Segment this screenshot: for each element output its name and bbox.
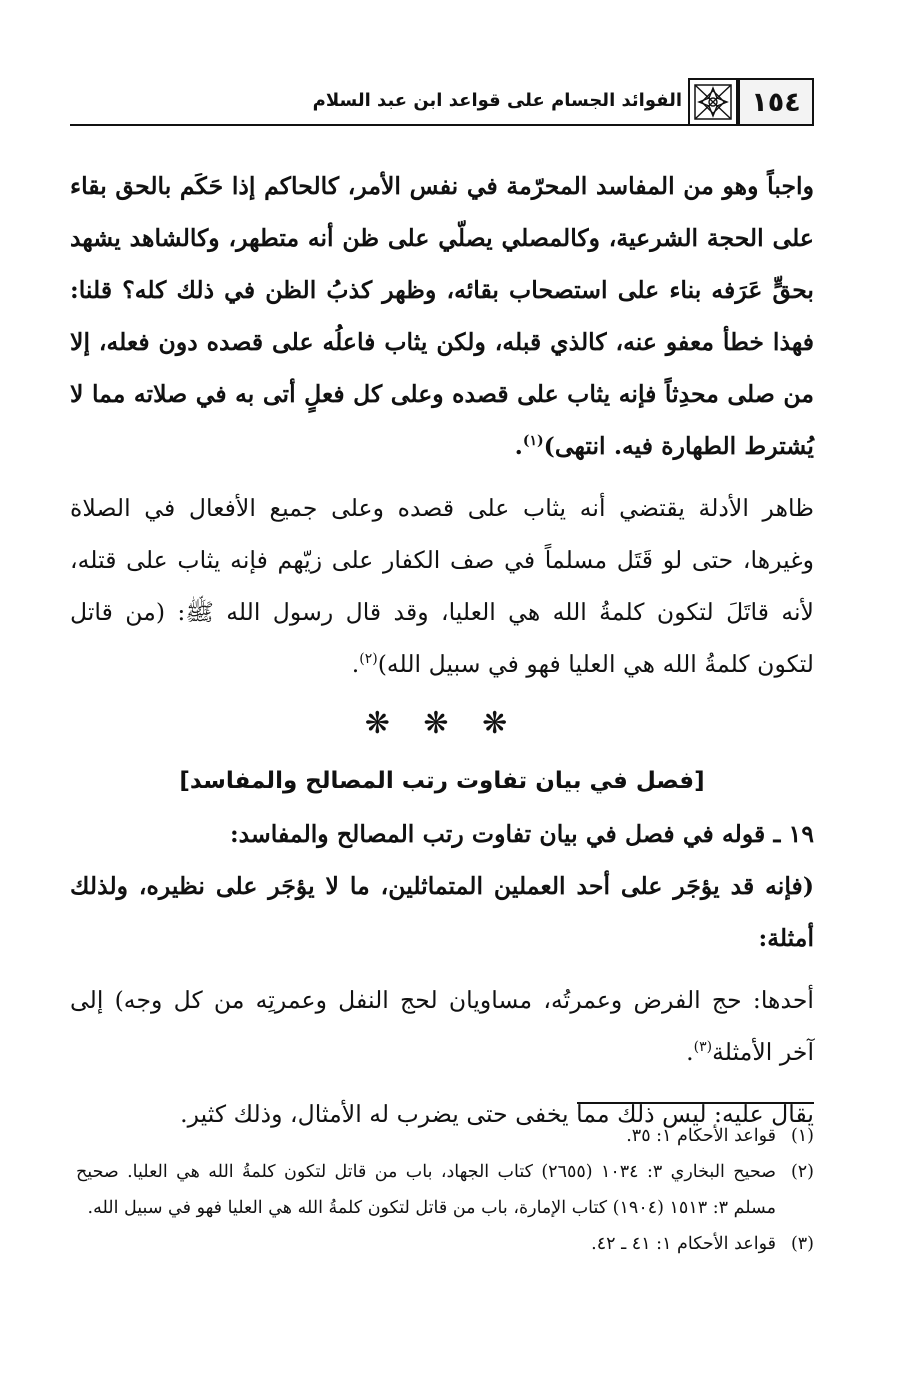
paragraph-4: (فإنه قد يؤجَر على أحد العملين المتماثلين، ما لا يؤجَر على نظيره، ولذلك أمثلة:: [70, 872, 814, 952]
paragraph-5: أحدها: حج الفرض وعمرتُه، مساويان لحج النفل وعمرتِه من كل وجه) إلى آخر الأمثلة$^{(٣)}$.: [70, 986, 814, 1066]
ornament-icon: [688, 78, 738, 126]
paragraph-3: ١٩ ـ قوله في فصل في بيان تفاوت رتب المصالح والمفاسد:: [229, 820, 814, 848]
footnote-number: (٢): [790, 1162, 814, 1182]
paragraph-2-text: ظاهر الأدلة يقتضي أنه يثاب على قصده وعلى جميع الأفعال في الصلاة وغيرها، حتى لو قَتَل مسلماً في صف الكفار على زيّهم فإنه يثاب على قتله، لأنه قاتَلَ لتكون كلمةُ الله هي العليا، وقد قال رسول الله ﷺ: (من قاتل لتكون كلمةُ الله هي العليا فهو في سبيل الله): [70, 494, 814, 678]
paragraph-5-text: أحدها: حج الفرض وعمرتُه، مساويان لحج النفل وعمرتِه من كل وجه) إلى آخر الأمثلة: [70, 986, 814, 1066]
running-title: الفوائد الجسام على قواعد ابن عبد السلام: [312, 90, 682, 111]
paragraph-2: ظاهر الأدلة يقتضي أنه يثاب على قصده وعلى جميع الأفعال في الصلاة وغيرها، حتى لو قَتَل مسلماً في صف الكفار على زيّهم فإنه يثاب على قتله، لأنه قاتَلَ لتكون كلمةُ الله هي العليا، وقد قال رسول الله ﷺ: (من قاتل لتكون كلمةُ الله هي العليا فهو في سبيل الله)$^{(٢)}$.: [70, 494, 814, 678]
footnote-text: قواعد الأحكام ١: ٣٥.: [626, 1126, 776, 1146]
page-header: [70, 78, 814, 126]
footnote-3: [76, 1226, 814, 1262]
paragraph-1: واجباً وهو من المفاسد المحرّمة في نفس الأمر، كالحاكم إذا حَكَم بالحق بقاء على الحجة الشرعية، وكالمصلي يصلّي على ظن أنه متطهر، وكالشاهد يشهد بحقٍّ عَرَفه بناء على استصحاب بقائه، وظهر كذبُ الظن في ذلك كله؟ قلنا: فهذا خطأ معفو عنه، كالذي قبله، ولكن يثاب فاعلُه على قصده دون فعله، إلا من صلى محدِثاً فإنه يثاب على قصده وعلى كل فعلٍ أتى به في صلاته مما لا يُشترط الطهارة فيه. انتهى)$^{(١)}$.: [70, 172, 814, 460]
footnote-2: [76, 1154, 814, 1226]
footnote-ref-2: (٢): [359, 651, 378, 668]
footnote-1: [76, 1118, 814, 1154]
footnotes: [76, 1118, 814, 1262]
paragraph-6: يقال عليه: ليس ذلك مما يخفى حتى يضرب له الأمثال، وذلك كثير.: [180, 1100, 814, 1128]
main-text: [70, 160, 814, 1140]
footnote-text: قواعد الأحكام ١: ٤١ ـ ٤٢.: [591, 1234, 776, 1254]
footnote-number: (١): [790, 1126, 814, 1146]
footnote-ref-3: (٣): [693, 1039, 713, 1056]
footnote-number: (٣): [790, 1234, 814, 1254]
footnote-rule: [577, 1102, 814, 1104]
footnote-text: صحيح البخاري ٣: ١٠٣٤ (٢٦٥٥) كتاب الجهاد، باب من قاتل لتكون كلمةُ الله هي العليا. صحيح مسلم ٣: ١٥١٣ (١٩٠٤) كتاب الإمارة، باب من قاتل لتكون كلمةُ الله هي العليا فهو في سبيل الله.: [76, 1162, 777, 1218]
header-rule: [70, 124, 690, 126]
section-divider-stars: ❋ ❋ ❋: [364, 706, 520, 741]
footnote-ref-1: (١): [522, 433, 544, 450]
section-heading: [فصل في بيان تفاوت رتب المصالح والمفاسد]: [179, 768, 705, 794]
paragraph-1-text: واجباً وهو من المفاسد المحرّمة في نفس الأمر، كالحاكم إذا حَكَم بالحق بقاء على الحجة الشرعية، وكالمصلي يصلّي على ظن أنه متطهر، وكالشاهد يشهد بحقٍّ عَرَفه بناء على استصحاب بقائه، وظهر كذبُ الظن في ذلك كله؟ قلنا: فهذا خطأ معفو عنه، كالذي قبله، ولكن يثاب فاعلُه على قصده دون فعله، إلا من صلى محدِثاً فإنه يثاب على قصده وعلى كل فعلٍ أتى به في صلاته مما لا يُشترط الطهارة فيه. انتهى): [70, 172, 814, 460]
page-number: ١٥٤: [738, 78, 814, 126]
